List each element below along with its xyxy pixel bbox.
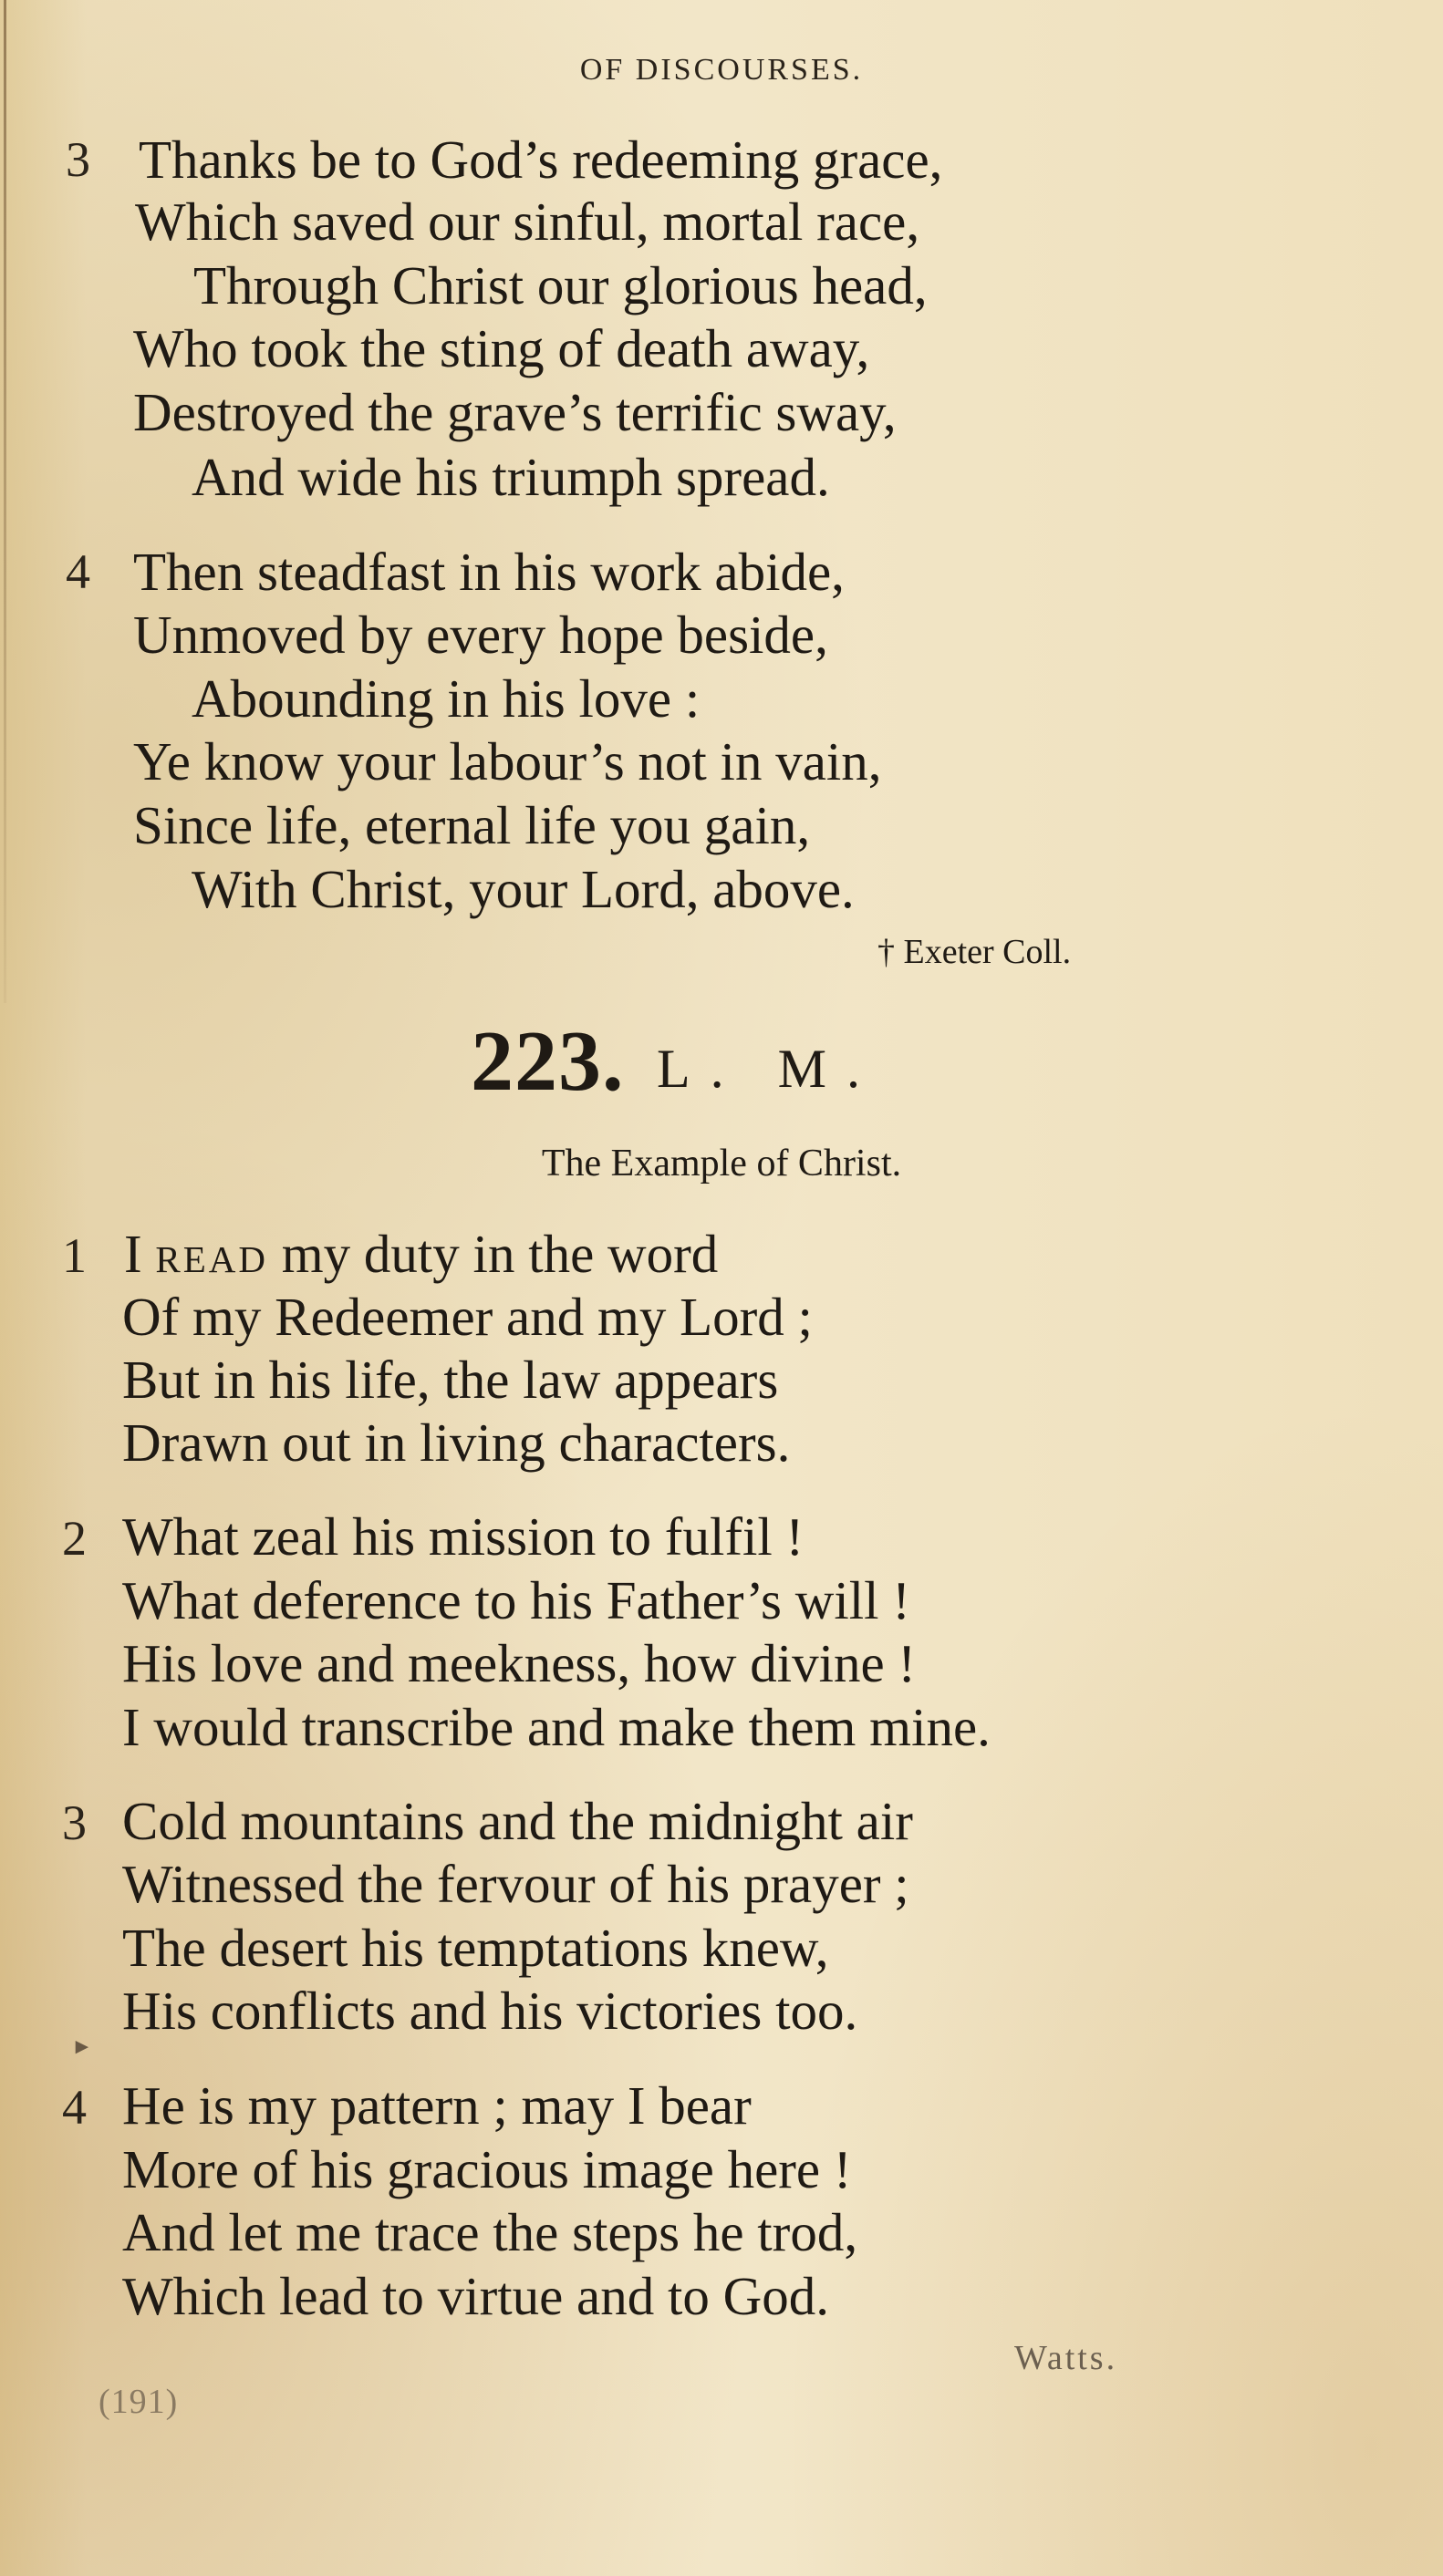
verse-line: Thanks be to God’s redeeming grace,	[139, 129, 943, 190]
verse-line: Cold mountains and the midnight air	[122, 1791, 913, 1851]
verse-line: And let me trace the steps he trod,	[122, 2202, 858, 2262]
verse-line: Which saved our sinful, mortal race,	[135, 191, 920, 252]
attribution: † Exeter Coll.	[877, 933, 1072, 971]
verse-line: What zeal his mission to fulfil !	[122, 1506, 805, 1567]
verse-line: The desert his temptations knew,	[122, 1918, 829, 1978]
hymn-number: 223.	[471, 1014, 625, 1109]
verse-line: Unmoved by every hope beside,	[133, 605, 828, 665]
verse-line: His love and meekness, how divine !	[122, 1633, 917, 1693]
verse-line: Destroyed the grave’s terrific sway,	[133, 382, 897, 442]
verse-number: 3	[66, 132, 90, 187]
verse-line: With Christ, your Lord, above.	[192, 859, 855, 919]
binding-shadow	[4, 0, 6, 1003]
verse-line: Ye know your labour’s not in vain,	[133, 731, 882, 791]
page-number: (191)	[99, 2383, 179, 2421]
verse-number: 4	[66, 544, 90, 599]
verse-number: 3	[62, 1795, 87, 1850]
verse-line: Which lead to virtue and to God.	[122, 2266, 829, 2326]
verse-line: Who took the sting of death away,	[133, 318, 870, 378]
verse-line: Witnessed the fervour of his prayer ;	[122, 1854, 909, 1914]
verse-line: His conflicts and his victories too.	[122, 1981, 858, 2041]
verse-line: Then steadfast in his work abide,	[133, 542, 845, 602]
verse-number: 1	[62, 1228, 87, 1283]
verse-number: 2	[62, 1511, 87, 1566]
verse-line: And wide his triumph spread.	[192, 447, 830, 507]
verse-line: But in his life, the law appears	[122, 1350, 779, 1410]
verse-number: 4	[62, 2080, 87, 2135]
hymn-title: The Example of Christ.	[541, 1143, 902, 1185]
verse-first-line	[124, 1224, 719, 1284]
first-line-rest: my duty in the word	[281, 1224, 719, 1284]
hymn-meter: L. M.	[657, 1039, 880, 1099]
verse-line: More of his gracious image here !	[122, 2139, 852, 2199]
running-head: OF DISCOURSES.	[579, 53, 864, 87]
verse-line: I would transcribe and make them mine.	[122, 1697, 991, 1757]
pointer-mark-icon: ►	[71, 2035, 93, 2059]
verse-line: Abounding in his love :	[192, 668, 701, 729]
first-word: I	[124, 1224, 142, 1284]
verse-line: Since life, eternal life you gain,	[133, 795, 811, 855]
hymn-attribution: Watts.	[1014, 2339, 1118, 2377]
verse-line: What deference to his Father’s will !	[122, 1570, 910, 1630]
verse-line: Of my Redeemer and my Lord ;	[122, 1287, 813, 1347]
verse-line: Through Christ our glorious head,	[193, 255, 928, 316]
first-word-caps: read	[155, 1224, 269, 1284]
verse-line: Drawn out in living characters.	[122, 1412, 791, 1473]
verse-line: He is my pattern ; may I bear	[122, 2075, 752, 2136]
